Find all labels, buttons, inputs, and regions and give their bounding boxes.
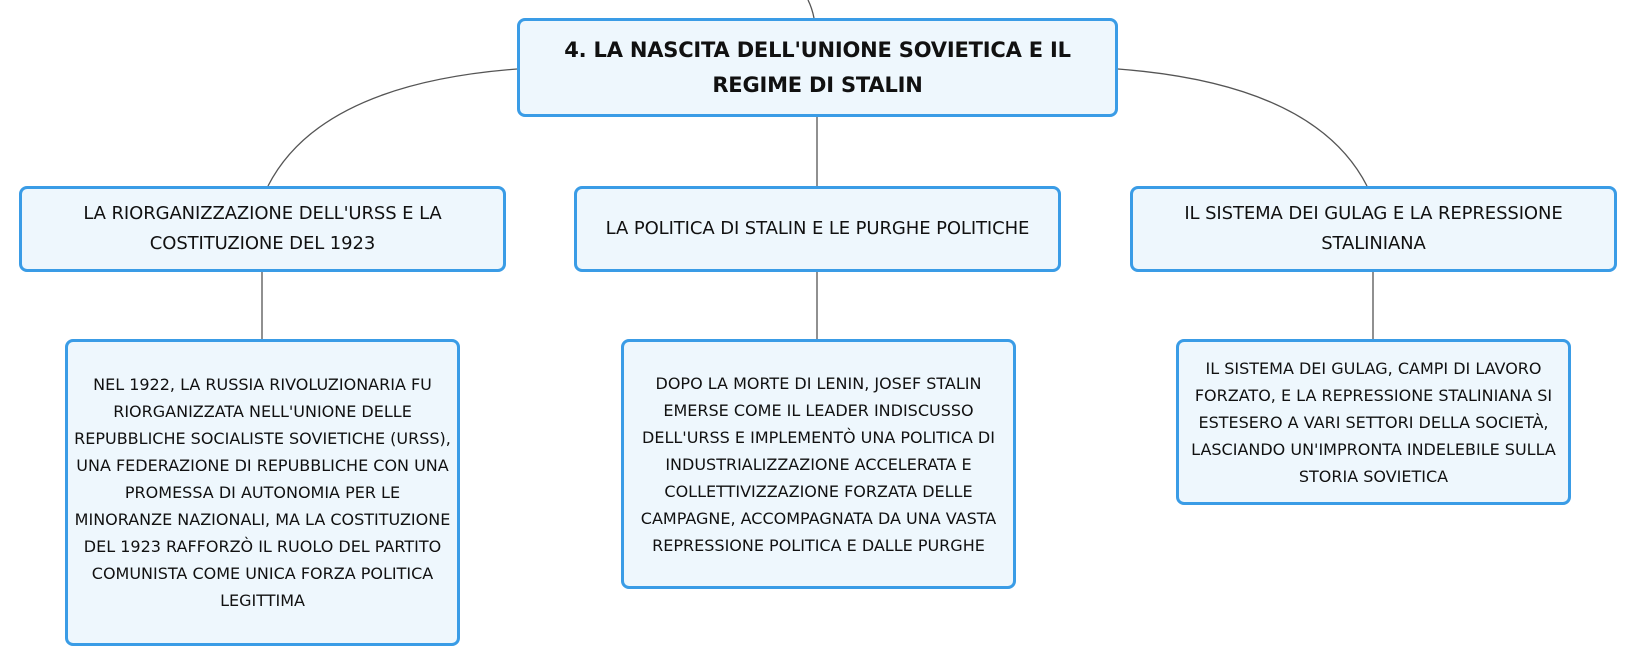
connector-root-branch-3: [1118, 69, 1367, 186]
branch-label: IL SISTEMA DEI GULAG E LA REPRESSIONE STALINIANA: [1184, 203, 1563, 254]
connector-incoming-root: [808, 0, 814, 18]
detail-text: NEL 1922, LA RUSSIA RIVOLUZIONARIA FU RIORGANIZZATA NELL'UNIONE DELLE REPUBBLICHE SOCIALISTE SOVIETICHE (URSS), UNA FEDERAZIONE DI REPUBBLICHE CON UNA PROMESSA DI AUTONOMIA PER LE MINORANZE NAZIONALI, MA LA COSTITUZIONE DEL 1923 RAFFORZÒ IL RUOLO DEL PARTITO COMUNISTA COME UNICA FORZA POLITICA LEGITTIMA: [74, 375, 451, 610]
branch-node-gulag-system[interactable]: [1130, 186, 1617, 272]
branch-label: LA RIORGANIZZAZIONE DELL'URSS E LA COSTITUZIONE DEL 1923: [83, 203, 442, 254]
detail-text: IL SISTEMA DEI GULAG, CAMPI DI LAVORO FORZATO, E LA REPRESSIONE STALINIANA SI ESTESERO A VARI SETTORI DELLA SOCIETÀ, LASCIANDO UN'IMPRONTA INDELEBILE SULLA STORIA SOVIETICA: [1191, 358, 1556, 486]
branch-node-stalin-politics[interactable]: [574, 186, 1061, 272]
detail-text: DOPO LA MORTE DI LENIN, JOSEF STALIN EMERSE COME IL LEADER INDISCUSSO DELL'URSS E IMPLEMENTÒ UNA POLITICA DI INDUSTRIALIZZAZIONE ACCELERATA E COLLETTIVIZZAZIONE FORZATA DELLE CAMPAGNE, ACCOMPAGNATA DA UNA VASTA REPRESSIONE POLITICA E DALLE PURGHE: [640, 373, 997, 555]
root-topic-label: 4. LA NASCITA DELL'UNIONE SOVIETICA E IL REGIME DI STALIN: [564, 37, 1071, 97]
connector-root-branch-1: [268, 69, 517, 186]
branch-node-urss-reorganization[interactable]: [19, 186, 506, 272]
root-topic-node[interactable]: [517, 18, 1118, 117]
branch-label: LA POLITICA DI STALIN E LE PURGHE POLITICHE: [605, 218, 1030, 239]
detail-node-gulag-system[interactable]: [1176, 339, 1571, 505]
detail-node-urss-reorganization[interactable]: [65, 339, 460, 646]
detail-node-stalin-politics[interactable]: [621, 339, 1016, 589]
